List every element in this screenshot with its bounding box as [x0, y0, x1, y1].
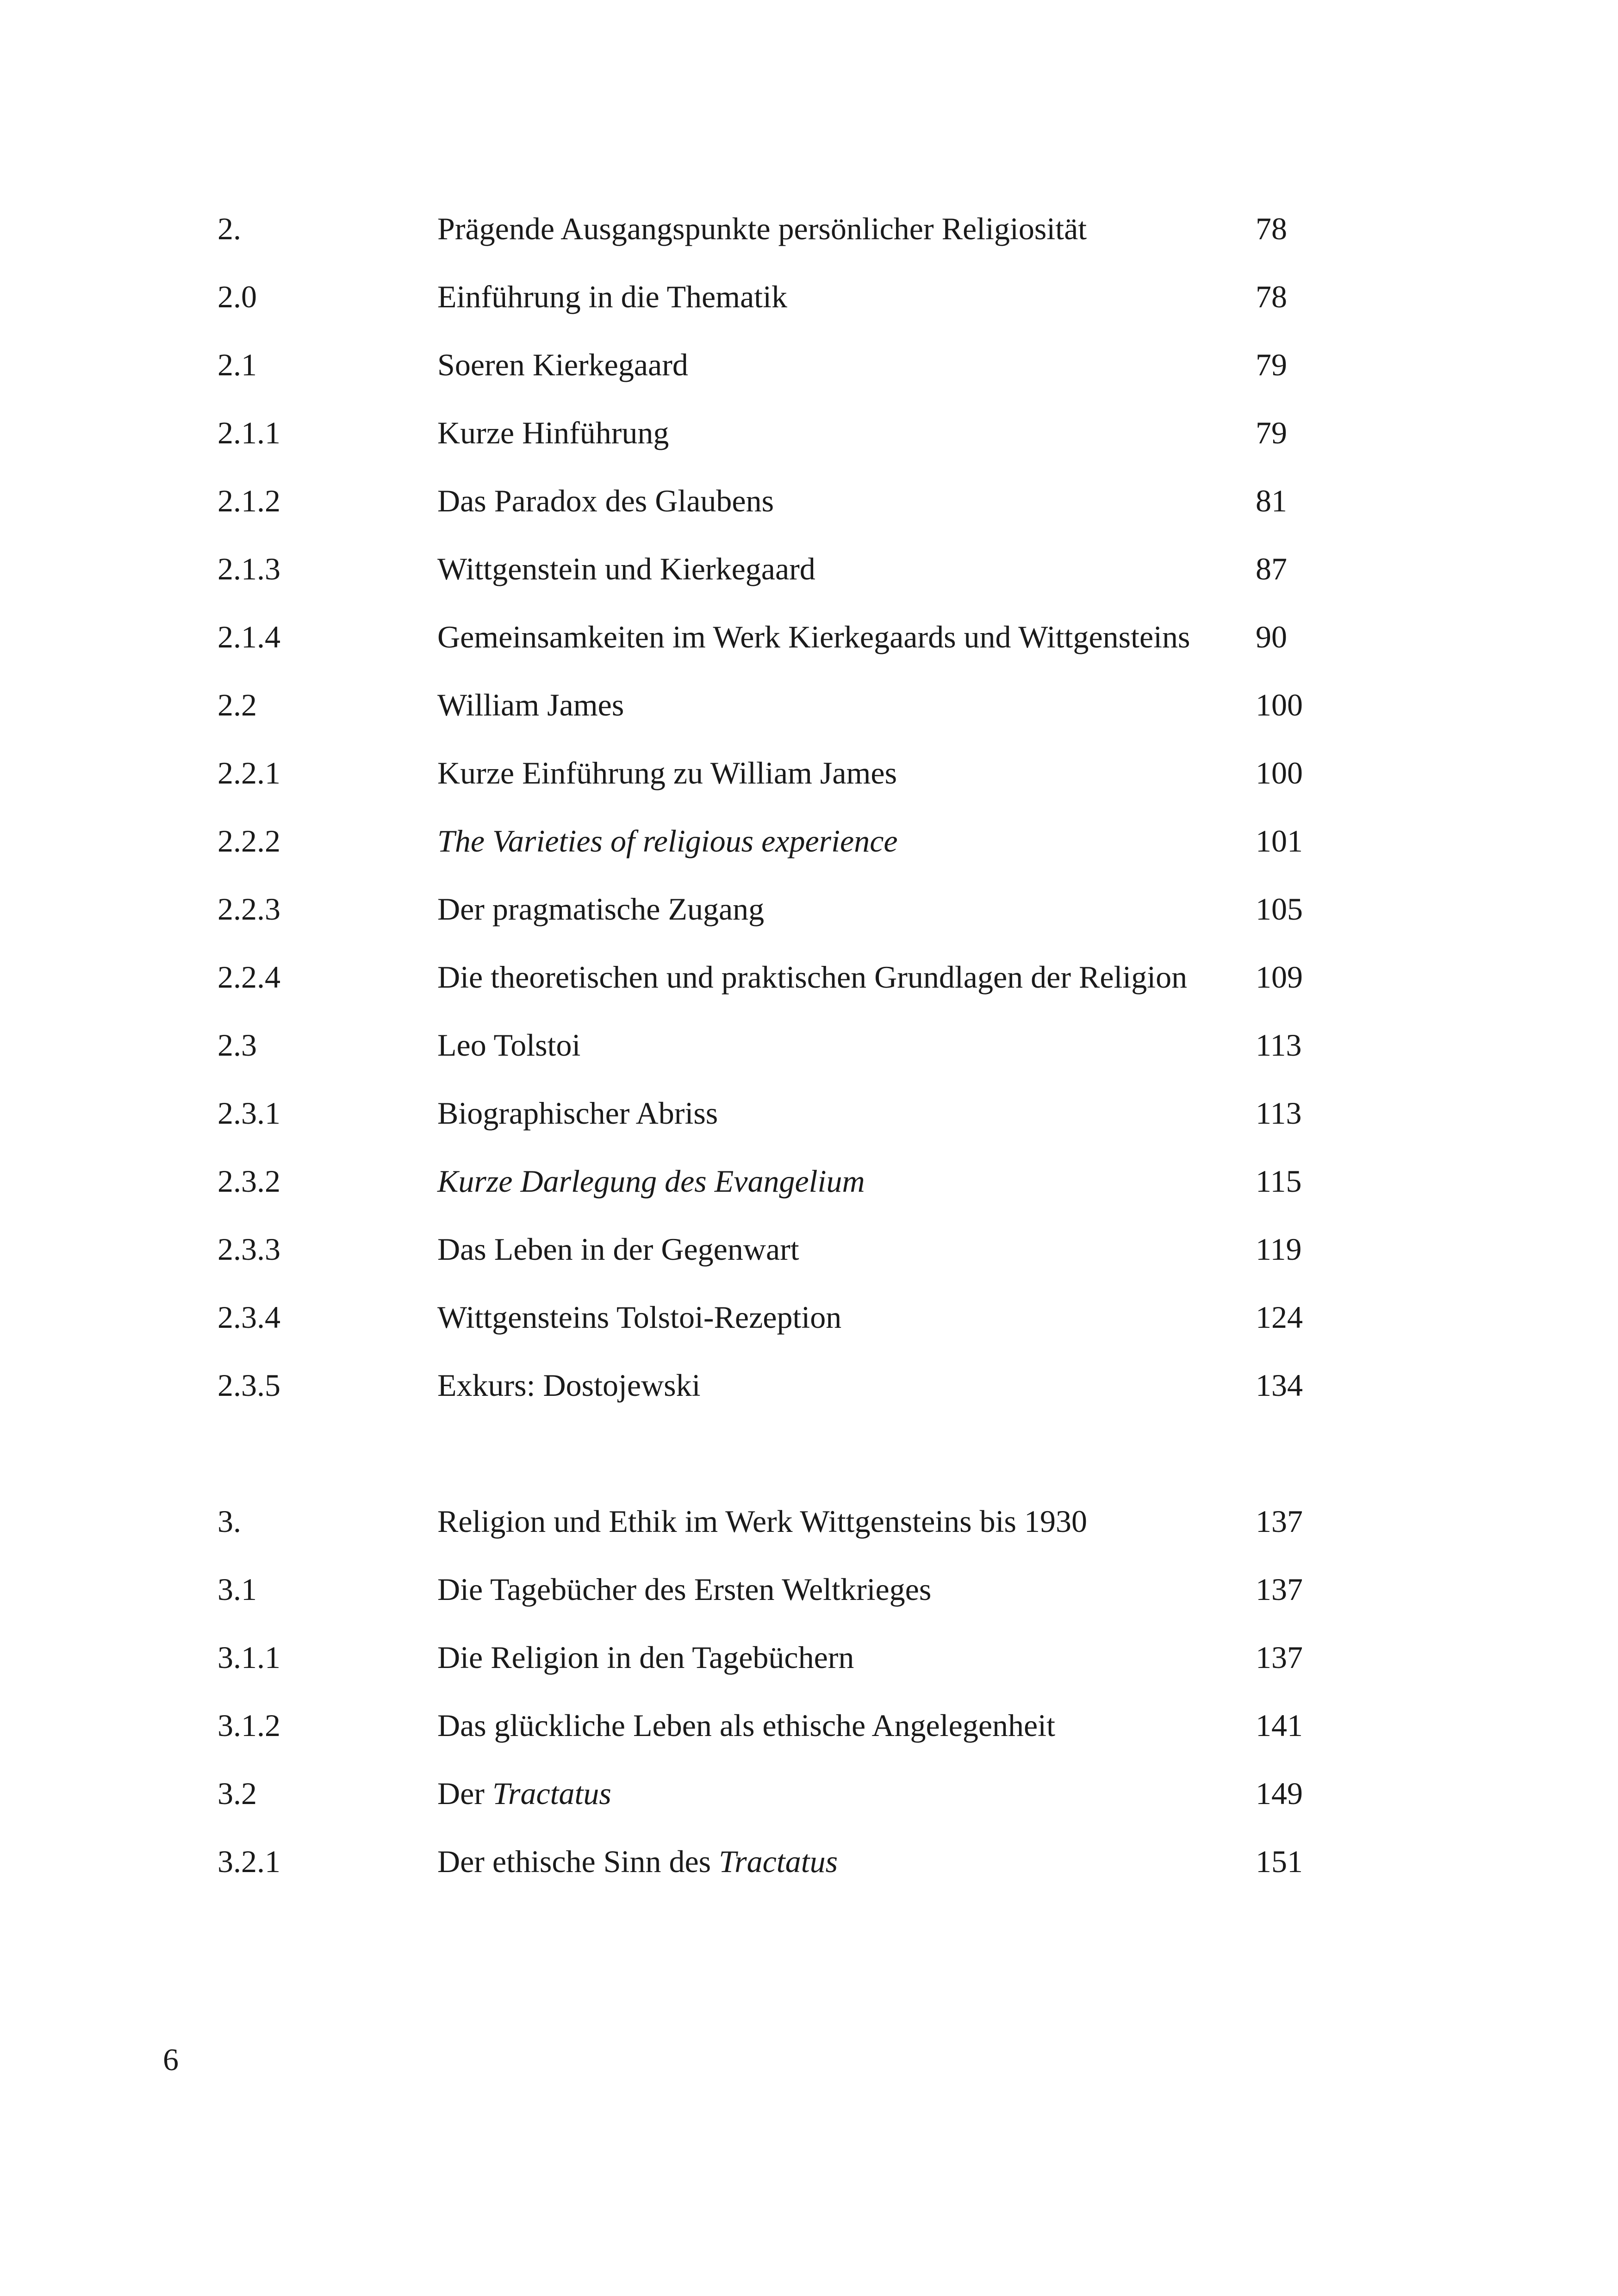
toc-entry — [0, 1493, 1618, 1549]
toc-entry-title-segment: Tractatus — [719, 1844, 838, 1879]
toc-entry-title-segment: Kurze Einführung zu William James — [437, 755, 897, 790]
toc-entry-title-segment: Gemeinsamkeiten im Werk Kierkegaards und Wittgensteins — [437, 619, 1190, 654]
toc-entry — [0, 745, 1618, 801]
toc-entry-title — [437, 1017, 580, 1073]
toc-entry-title-segment: Leo Tolstoi — [437, 1027, 581, 1063]
toc-entry-title-segment: Das glückliche Leben als ethische Angelegenheit — [437, 1708, 1055, 1743]
toc-entry-number: 3.1.2 — [218, 1708, 280, 1743]
toc-entry-number: 3.1.1 — [218, 1640, 280, 1675]
toc-entry-title-segment: Das Paradox des Glaubens — [437, 483, 774, 518]
toc-entry — [0, 813, 1618, 869]
toc-entry-title-segment: Der — [437, 1776, 492, 1811]
toc-entry-title-segment: Exkurs: Dostojewski — [437, 1368, 701, 1403]
toc-entry-number: 2.3 — [218, 1027, 257, 1063]
toc-entry-page: 113 — [1256, 1027, 1302, 1063]
toc-entry-page: 100 — [1256, 687, 1303, 722]
toc-entry-number: 2.2 — [218, 687, 257, 722]
toc-entry — [0, 1153, 1618, 1209]
toc-entry-page: 151 — [1256, 1844, 1303, 1879]
toc-entry-title — [437, 1766, 611, 1821]
toc-entry — [0, 609, 1618, 665]
toc-entry-title-segment: Wittgenstein und Kierkegaard — [437, 551, 815, 586]
toc-entry — [0, 1766, 1618, 1821]
toc-entry-title-segment: Der ethische Sinn des — [437, 1844, 719, 1879]
toc-entry-title-segment: Religion und Ethik im Werk Wittgensteins bis 1930 — [437, 1504, 1087, 1539]
toc-entry-number: 3.1 — [218, 1572, 257, 1607]
toc-entry — [0, 1085, 1618, 1141]
toc-entry-page: 137 — [1256, 1572, 1303, 1607]
toc-entry-page: 87 — [1256, 551, 1287, 586]
toc-entry-number: 2.1.3 — [218, 551, 280, 586]
toc-entry-title-segment: Kurze Hinführung — [437, 415, 669, 450]
toc-entry-page: 115 — [1256, 1164, 1302, 1199]
toc-entry-title — [437, 405, 669, 460]
toc-entry-title — [437, 745, 897, 801]
toc-entry-number: 2.1.1 — [218, 415, 280, 450]
toc-entry-title — [437, 1153, 865, 1209]
toc-entry-title-segment: Die Religion in den Tagebüchern — [437, 1640, 854, 1675]
toc-entry-title-segment: Prägende Ausgangspunkte persönlicher Religiosität — [437, 211, 1087, 246]
toc-entry-title — [437, 949, 1187, 1005]
toc-entry-number: 2.1.2 — [218, 483, 280, 518]
toc-entry-title — [437, 1221, 799, 1277]
toc-entry-title — [437, 609, 1190, 665]
toc-entry-title — [437, 1085, 718, 1141]
toc-entry-title-segment: The Varieties of religious experience — [437, 823, 898, 859]
toc-entry-number: 2.0 — [218, 279, 257, 314]
toc-entry — [0, 337, 1618, 392]
toc-entry-number: 2.3.2 — [218, 1164, 280, 1199]
toc-entry — [0, 1698, 1618, 1753]
toc-entry-title — [437, 1289, 841, 1345]
toc-entry-number: 2.3.1 — [218, 1095, 280, 1131]
toc-entry — [0, 1289, 1618, 1345]
toc-entry-title — [437, 269, 787, 324]
toc-entry-title — [437, 1834, 838, 1889]
toc-entry-title — [437, 1698, 1055, 1753]
toc-entry-number: 3. — [218, 1504, 241, 1539]
toc-entry-number: 2.3.5 — [218, 1368, 280, 1403]
toc-entry-title-segment: Das Leben in der Gegenwart — [437, 1232, 799, 1267]
toc-entry-page: 109 — [1256, 959, 1303, 995]
toc-entry-number: 2.2.1 — [218, 755, 280, 790]
toc-entry-title — [437, 201, 1087, 256]
toc-entry-number: 2.3.4 — [218, 1300, 280, 1335]
toc-entry-title-segment: Tractatus — [492, 1776, 611, 1811]
toc-entry-title — [437, 473, 774, 529]
toc-entry-number: 2. — [218, 211, 241, 246]
toc-entry-title — [437, 881, 764, 937]
toc-entry-title — [437, 677, 624, 733]
toc-entry-page: 149 — [1256, 1776, 1303, 1811]
toc-entry-title-segment: Einführung in die Thematik — [437, 279, 788, 314]
toc-entry-page: 81 — [1256, 483, 1287, 518]
toc-entry-number: 3.2.1 — [218, 1844, 280, 1879]
toc-entry-page: 79 — [1256, 347, 1287, 382]
toc-entry-page: 79 — [1256, 415, 1287, 450]
toc-entry-page: 100 — [1256, 755, 1303, 790]
toc-entry-page: 113 — [1256, 1095, 1302, 1131]
toc-entry-number: 2.1 — [218, 347, 257, 382]
toc-entry-page: 78 — [1256, 211, 1287, 246]
toc-entry-title — [437, 1493, 1087, 1549]
toc-entry — [0, 1017, 1618, 1073]
toc-entry-page: 105 — [1256, 891, 1303, 927]
toc-entry-number: 2.3.3 — [218, 1232, 280, 1267]
toc-entry-title — [437, 337, 688, 392]
toc-entry — [0, 949, 1618, 1005]
toc-entry-title-segment: Soeren Kierkegaard — [437, 347, 688, 382]
toc-entry-number: 2.2.2 — [218, 823, 280, 859]
toc-entry — [0, 1357, 1618, 1413]
toc-entry-title-segment: Wittgensteins Tolstoi-Rezeption — [437, 1300, 842, 1335]
toc-entry-title — [437, 813, 898, 869]
toc-entry-number: 2.2.3 — [218, 891, 280, 927]
page-number: 6 — [163, 2042, 179, 2077]
toc-entry — [0, 1562, 1618, 1617]
toc-entry-number: 2.1.4 — [218, 619, 280, 654]
toc-entry — [0, 473, 1618, 529]
toc-entry — [0, 1834, 1618, 1889]
toc-entry — [0, 541, 1618, 597]
toc-entry-page: 137 — [1256, 1504, 1303, 1539]
toc-entry-number: 3.2 — [218, 1776, 257, 1811]
toc-entry — [0, 1630, 1618, 1685]
toc-entry-title-segment: William James — [437, 687, 624, 722]
toc-entry-title — [437, 1357, 701, 1413]
toc-entry-title-segment: Biographischer Abriss — [437, 1095, 718, 1131]
toc-entry-title-segment: Die Tagebücher des Ersten Weltkrieges — [437, 1572, 932, 1607]
toc-entry-number: 2.2.4 — [218, 959, 280, 995]
toc-entry-title — [437, 1630, 854, 1685]
toc-entry — [0, 201, 1618, 256]
toc-entry-title-segment: Kurze Darlegung des Evangelium — [437, 1164, 865, 1199]
toc-entry-title — [437, 541, 815, 597]
toc-entry-title-segment: Die theoretischen und praktischen Grundlagen der Religion — [437, 959, 1188, 995]
toc-entry-title-segment: Der pragmatische Zugang — [437, 891, 765, 927]
toc-entry-page: 141 — [1256, 1708, 1303, 1743]
toc-entry-title — [437, 1562, 931, 1617]
toc-entry — [0, 1221, 1618, 1277]
toc-entry-page: 78 — [1256, 279, 1287, 314]
toc-entry-page: 119 — [1256, 1232, 1302, 1267]
toc-entry — [0, 269, 1618, 324]
toc-entry-page: 101 — [1256, 823, 1303, 859]
toc-entry-page: 90 — [1256, 619, 1287, 654]
toc-entry-page: 137 — [1256, 1640, 1303, 1675]
toc-entry-page: 124 — [1256, 1300, 1303, 1335]
toc-entry — [0, 405, 1618, 460]
toc-entry — [0, 677, 1618, 733]
toc-entry-page: 134 — [1256, 1368, 1303, 1403]
toc-entry — [0, 881, 1618, 937]
